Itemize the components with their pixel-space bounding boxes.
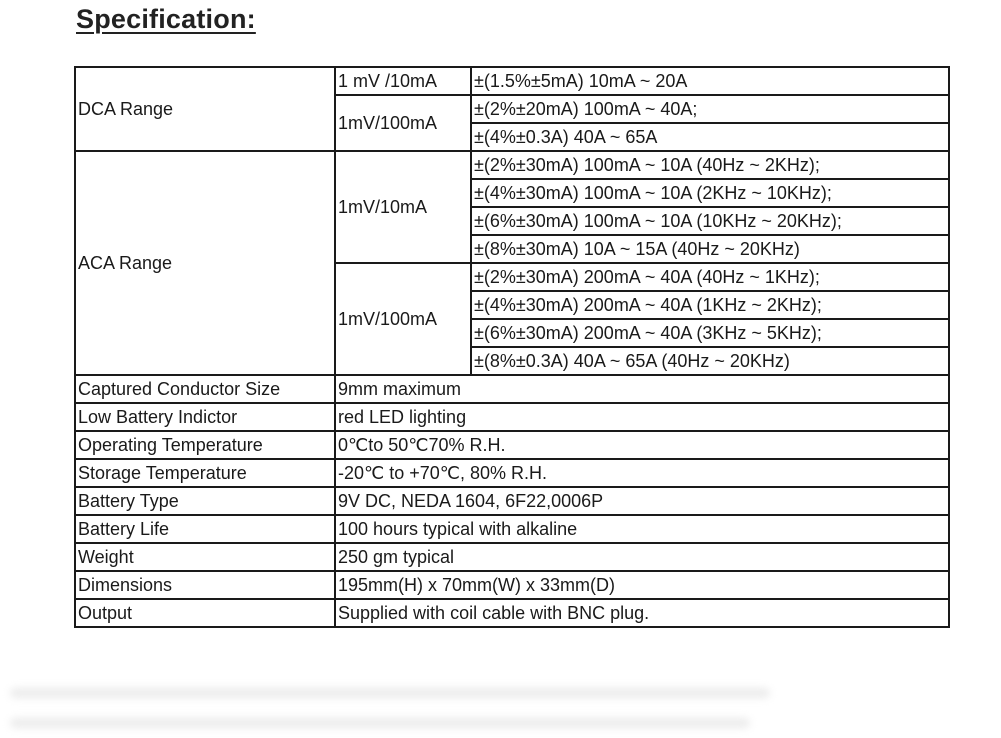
table-row	[75, 487, 949, 515]
aca-accuracy: ±(8%±0.3A) 40A ~ 65A (40Hz ~ 20KHz)	[471, 347, 949, 375]
aca-accuracy: ±(6%±30mA) 200mA ~ 40A (3KHz ~ 5KHz);	[471, 319, 949, 347]
aca-accuracy: ±(8%±30mA) 10A ~ 15A (40Hz ~ 20KHz)	[471, 235, 949, 263]
dca-range-label: DCA Range	[75, 67, 335, 151]
spec-value: Supplied with coil cable with BNC plug.	[335, 599, 949, 627]
table-row	[75, 403, 949, 431]
table-row	[75, 375, 949, 403]
aca-accuracy: ±(2%±30mA) 200mA ~ 40A (40Hz ~ 1KHz);	[471, 263, 949, 291]
specification-table	[74, 66, 950, 628]
blurred-text-row	[10, 718, 750, 728]
table-row	[75, 599, 949, 627]
spec-label: Captured Conductor Size	[75, 375, 335, 403]
spec-value: -20℃ to +70℃, 80% R.H.	[335, 459, 949, 487]
spec-value: 0℃to 50℃70% R.H.	[335, 431, 949, 459]
aca-accuracy: ±(4%±30mA) 100mA ~ 10A (2KHz ~ 10KHz);	[471, 179, 949, 207]
spec-label: Operating Temperature	[75, 431, 335, 459]
dca-sensitivity-100ma: 1mV/100mA	[335, 95, 471, 151]
spec-label: Low Battery Indictor	[75, 403, 335, 431]
spec-label: Battery Type	[75, 487, 335, 515]
aca-accuracy: ±(6%±30mA) 100mA ~ 10A (10KHz ~ 20KHz);	[471, 207, 949, 235]
table-row	[75, 67, 949, 95]
spec-label: Storage Temperature	[75, 459, 335, 487]
table-row	[75, 571, 949, 599]
spec-label: Output	[75, 599, 335, 627]
aca-accuracy: ±(2%±30mA) 100mA ~ 10A (40Hz ~ 2KHz);	[471, 151, 949, 179]
table-row	[75, 151, 949, 179]
blurred-text-row	[10, 688, 770, 698]
dca-sensitivity-10ma: 1 mV /10mA	[335, 67, 471, 95]
table-row	[75, 459, 949, 487]
spec-label: Dimensions	[75, 571, 335, 599]
spec-value: 9V DC, NEDA 1604, 6F22,0006P	[335, 487, 949, 515]
table-row	[75, 431, 949, 459]
spec-label: Weight	[75, 543, 335, 571]
table-row	[75, 515, 949, 543]
aca-sensitivity-100ma: 1mV/100mA	[335, 263, 471, 375]
spec-value: 100 hours typical with alkaline	[335, 515, 949, 543]
dca-accuracy: ±(2%±20mA) 100mA ~ 40A;	[471, 95, 949, 123]
aca-range-label: ACA Range	[75, 151, 335, 375]
spec-value: 9mm maximum	[335, 375, 949, 403]
spec-value: 250 gm typical	[335, 543, 949, 571]
dca-accuracy: ±(1.5%±5mA) 10mA ~ 20A	[471, 67, 949, 95]
spec-label: Battery Life	[75, 515, 335, 543]
aca-sensitivity-10ma: 1mV/10mA	[335, 151, 471, 263]
table-row	[75, 543, 949, 571]
dca-accuracy: ±(4%±0.3A) 40A ~ 65A	[471, 123, 949, 151]
page-title: Specification:	[76, 4, 256, 34]
aca-accuracy: ±(4%±30mA) 200mA ~ 40A (1KHz ~ 2KHz);	[471, 291, 949, 319]
spec-value: 195mm(H) x 70mm(W) x 33mm(D)	[335, 571, 949, 599]
spec-value: red LED lighting	[335, 403, 949, 431]
